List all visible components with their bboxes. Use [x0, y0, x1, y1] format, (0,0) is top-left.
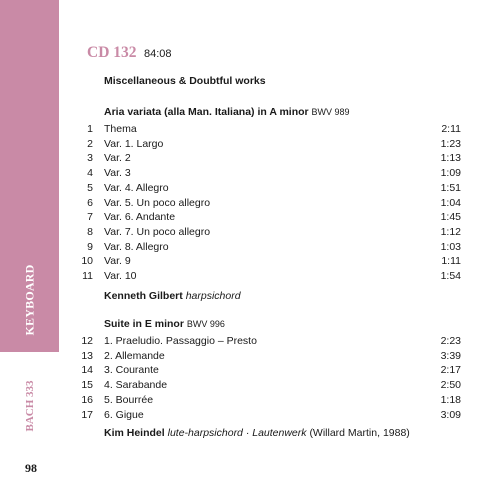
track-row [0, 196, 500, 210]
track-title: Var. 7. Un poco allegro [104, 225, 211, 238]
track-number: 13 [81, 349, 93, 362]
track-title: Var. 1. Largo [104, 137, 164, 150]
track-row [0, 225, 500, 239]
track-duration: 1:11 [441, 255, 461, 268]
track-number: 15 [81, 379, 93, 392]
track-number: 1 [87, 123, 93, 135]
cd-duration: 84:08 [143, 48, 172, 60]
work-title [104, 317, 225, 331]
track-duration: 1:18 [440, 393, 461, 406]
track-number: 2 [87, 137, 93, 150]
track-row [0, 408, 500, 422]
track-number: 9 [87, 240, 93, 253]
track-title: Var. 8. Allegro [104, 240, 169, 253]
cd-header [87, 44, 172, 62]
sidebar-series-label: BACH 333 [24, 380, 36, 432]
track-row [0, 210, 500, 224]
performer-name: Kenneth Gilbert [104, 290, 183, 302]
track-row [0, 378, 500, 392]
track-row [0, 269, 500, 283]
track-title: Var. 10 [104, 270, 137, 282]
track-row [0, 137, 500, 151]
track-row [0, 122, 500, 136]
track-duration: 1:23 [440, 137, 461, 150]
track-row [0, 254, 500, 268]
track-duration: 1:45 [440, 211, 461, 224]
performer-credit [104, 426, 410, 440]
track-duration: 3:39 [440, 349, 461, 362]
track-row [0, 363, 500, 377]
page-number: 98 [25, 461, 37, 475]
work-catalog: BWV 989 [311, 107, 350, 117]
track-duration: 1:03 [440, 240, 461, 253]
track-number: 4 [87, 167, 93, 180]
track-row [0, 240, 500, 254]
track-row [0, 393, 500, 407]
work-title [104, 105, 350, 119]
track-title: Var. 4. Allegro [104, 181, 169, 194]
work-title-text: Aria variata (alla Man. Italiana) in A minor [104, 106, 309, 118]
performer-credit [104, 289, 241, 303]
performer-instrument: lute-harpsichord · Lautenwerk [167, 427, 307, 439]
track-number: 17 [81, 408, 93, 421]
track-number: 11 [82, 270, 93, 282]
performer-note: (Willard Martin, 1988) [309, 427, 410, 439]
track-number: 14 [81, 364, 93, 377]
track-title: Thema [104, 123, 137, 135]
section-title: Miscellaneous & Doubtful works [104, 75, 266, 87]
performer-instrument: harpsichord [185, 290, 241, 302]
track-title: 4. Sarabande [104, 379, 168, 392]
track-duration: 2:50 [440, 379, 461, 392]
track-title: Var. 5. Un poco allegro [104, 196, 211, 209]
track-duration: 1:54 [440, 270, 461, 282]
track-number: 10 [81, 255, 93, 268]
work-title-text: Suite in E minor [104, 318, 184, 330]
track-number: 6 [87, 196, 93, 209]
track-number: 7 [87, 211, 93, 224]
track-title: Var. 3 [104, 167, 131, 180]
track-title: 6. Gigue [104, 408, 144, 421]
track-duration: 1:13 [440, 152, 461, 165]
track-title: Var. 2 [104, 152, 131, 165]
track-row [0, 166, 500, 180]
track-row [0, 349, 500, 363]
track-row [0, 181, 500, 195]
track-number: 5 [87, 181, 93, 194]
track-title: 3. Courante [104, 364, 159, 377]
track-title: 5. Bourrée [104, 393, 154, 406]
track-duration: 3:09 [440, 408, 461, 421]
work-catalog: BWV 996 [186, 319, 225, 329]
cd-label: CD 132 [87, 44, 137, 61]
track-title: Var. 6. Andante [104, 211, 176, 224]
sidebar-section-label: KEYBOARD [22, 264, 37, 336]
track-row [0, 151, 500, 165]
track-title: 1. Praeludio. Passaggio – Presto [104, 335, 257, 347]
track-duration: 1:09 [440, 167, 461, 180]
track-number: 16 [81, 393, 93, 406]
track-title: Var. 9 [104, 255, 131, 268]
track-duration: 1:12 [440, 225, 461, 238]
track-duration: 2:23 [440, 335, 461, 347]
track-title: 2. Allemande [104, 349, 165, 362]
track-duration: 1:04 [440, 196, 461, 209]
performer-name: Kim Heindel [104, 427, 165, 439]
track-row [0, 334, 500, 348]
track-duration: 2:17 [440, 364, 461, 377]
track-duration: 2:11 [441, 123, 461, 135]
track-number: 3 [87, 152, 93, 165]
track-duration: 1:51 [440, 181, 461, 194]
track-number: 12 [81, 335, 93, 347]
track-number: 8 [87, 225, 93, 238]
